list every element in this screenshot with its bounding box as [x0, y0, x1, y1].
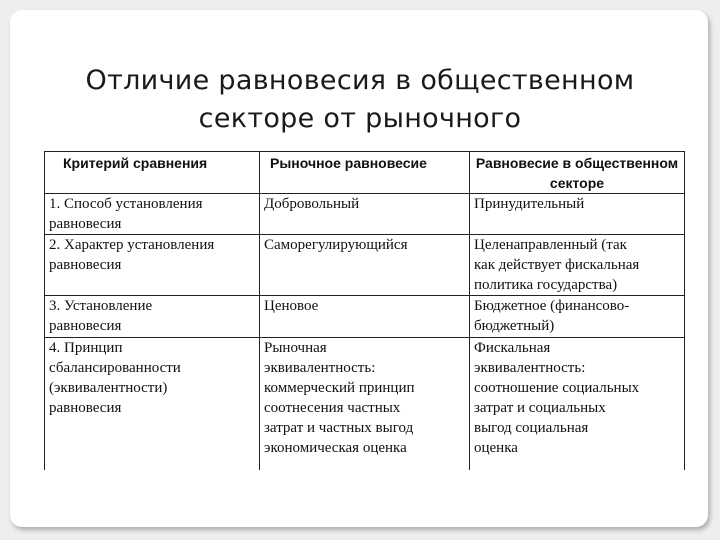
header-market-equilibrium: Рыночное равновесие [260, 152, 470, 194]
market-equilibrium-cell [260, 338, 470, 471]
market-equilibrium-cell [260, 235, 470, 296]
cell-text-line: 2. Характер установления [49, 237, 215, 253]
cell-text-line: Добровольный [264, 196, 360, 212]
cell-text-line: равновесия [49, 318, 122, 334]
header-criterion: Критерий сравнения [45, 152, 260, 194]
cell-text-line: затрат и социальных [474, 400, 606, 416]
slide-title [40, 62, 680, 138]
cell-text-line: бюджетный) [474, 318, 555, 334]
cell-text-line: оценка [474, 440, 518, 456]
cell-text-line: как действует фискальная [474, 257, 640, 273]
table-header-row [45, 152, 685, 194]
cell-text-line: равновесия [49, 216, 122, 232]
criterion-cell [45, 235, 260, 296]
market-equilibrium-cell [260, 296, 470, 338]
cell-text-line: Ценовое [264, 298, 319, 314]
cell-text-line: 3. Установление [49, 298, 153, 314]
cell-text-line: коммерческий принцип [264, 380, 415, 396]
cell-text-line: равновесия [49, 400, 122, 416]
cell-text-line: 1. Способ установления [49, 196, 203, 212]
cell-text-line: соотнесения частных [264, 400, 401, 416]
cell-text-line: Рыночная [264, 340, 327, 356]
cell-text-line: затрат и частных выгод [264, 420, 414, 436]
title-line-2: секторе от рыночного [198, 103, 522, 134]
market-equilibrium-cell [260, 194, 470, 235]
cell-text-line: (эквивалентности) [49, 380, 168, 396]
public-equilibrium-cell [470, 296, 685, 338]
cell-text-line: Бюджетное (финансово- [474, 298, 630, 314]
cell-text-line: Саморегулирующийся [264, 237, 408, 253]
table-row [45, 338, 685, 471]
public-equilibrium-cell [470, 235, 685, 296]
table-row [45, 194, 685, 235]
title-line-1: Отличие равновесия в общественном [85, 65, 635, 96]
cell-text-line: Фискальная [474, 340, 551, 356]
cell-text-line: выгод социальная [474, 420, 589, 436]
criterion-cell [45, 338, 260, 471]
cell-text-line: соотношение социальных [474, 380, 640, 396]
cell-text-line: эквивалентность: [264, 360, 376, 376]
criterion-cell [45, 194, 260, 235]
table-row [45, 235, 685, 296]
cell-text-line: равновесия [49, 257, 122, 273]
criterion-cell [45, 296, 260, 338]
comparison-table-container [44, 151, 685, 470]
cell-text-line: эквивалентность: [474, 360, 586, 376]
cell-text-line: Целенаправленный (так [474, 237, 627, 253]
public-equilibrium-cell [470, 338, 685, 471]
header-public-equilibrium: Равновесие в общественном секторе [470, 152, 685, 194]
cell-text-line: Принудительный [474, 196, 585, 212]
table-row [45, 296, 685, 338]
comparison-table [44, 151, 685, 470]
cell-text-line: экономическая оценка [264, 440, 407, 456]
cell-text-line: сбалансированности [49, 360, 181, 376]
public-equilibrium-cell [470, 194, 685, 235]
cell-text-line: 4. Принцип [49, 340, 123, 356]
cell-text-line: политика государства) [474, 277, 618, 293]
